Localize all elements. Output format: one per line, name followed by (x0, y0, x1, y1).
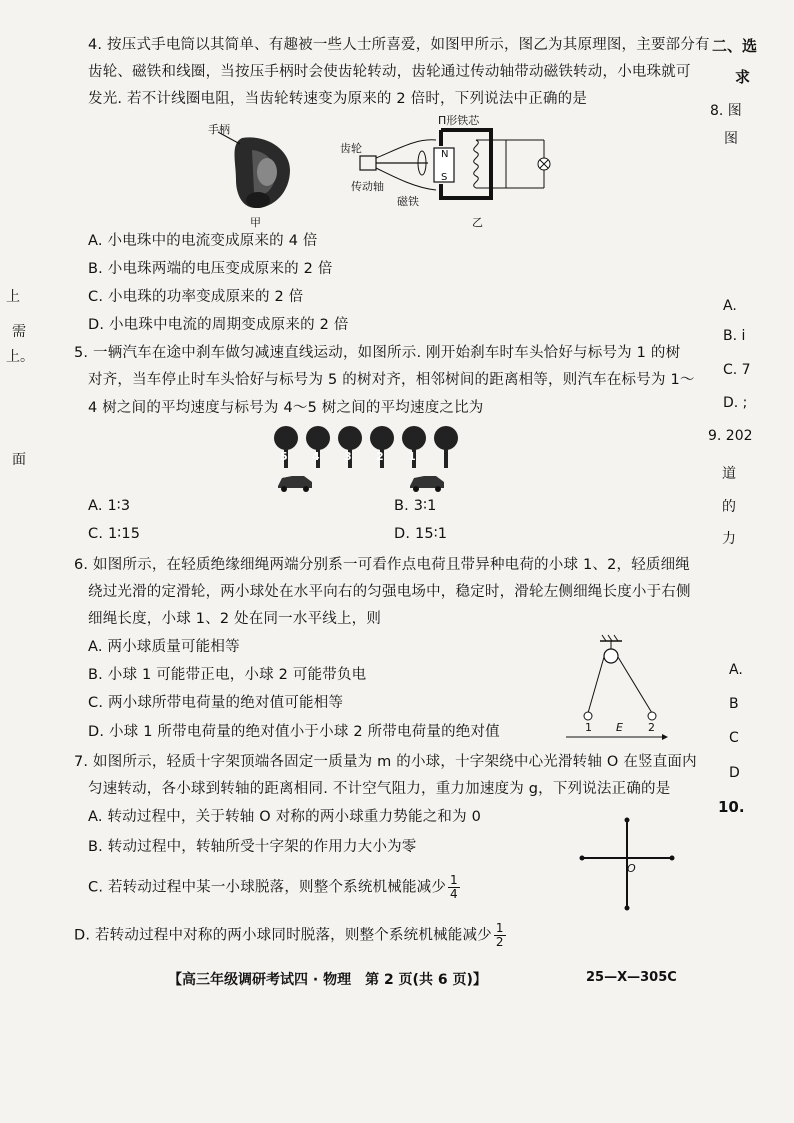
exam-code: 25—X—305C (586, 970, 677, 985)
right-margin-fragment: 8. 图 (710, 103, 742, 119)
right-margin-fragment: D. ; (723, 395, 748, 411)
q4-fig-yi-s-label: S (441, 172, 448, 183)
q4-fig-jia-caption: 甲 (250, 216, 261, 229)
q7-line-2: 匀速转动，各小球到转轴的距离相同. 不计空气阻力，重力加速度为 g，下列说法正确的是 (88, 781, 671, 797)
right-margin-fragment: 图 (724, 131, 738, 147)
right-margin-fragment: D (729, 765, 740, 781)
q5-tree-label-4: 4 (312, 450, 320, 463)
q5-line-1: 5. 一辆汽车在途中刹车做匀减速直线运动，如图所示. 刚开始刹车时车头恰好与标号为 1 的树 (74, 345, 681, 361)
right-margin-fragment: 道 (722, 466, 736, 482)
q6-option-a: A. 两小球质量可能相等 (88, 639, 240, 655)
q4-option-b: B. 小电珠两端的电压变成原来的 2 倍 (88, 261, 333, 277)
q5-option-c: C. 1∶15 (88, 526, 141, 542)
q7-option-c-numerator: 1 (450, 873, 458, 887)
q4-flashlight-figure (212, 130, 312, 220)
q5-tree-label-3: 3 (344, 450, 352, 463)
left-margin-fragment: 需 (12, 324, 26, 340)
right-margin-fragment: 求 (735, 68, 751, 86)
q4-option-c: C. 小电珠的功率变成原来的 2 倍 (88, 289, 304, 305)
q4-generator-diagram (356, 118, 556, 218)
q5-line-2: 对齐，当车停止时车头恰好与标号为 5 的树对齐，相邻树间的距离相等，则汽车在标号为 1～ (88, 372, 695, 388)
q6-ball1-label: 1 (585, 721, 592, 734)
right-margin-fragment: C (729, 730, 739, 746)
left-margin-fragment: 上 (6, 289, 20, 305)
left-margin-fragment: 上。 (6, 349, 34, 365)
q7-option-c-denominator: 4 (450, 887, 458, 901)
q4-line-2: 齿轮、磁铁和线圈，当按压手柄时会使齿轮转动，齿轮通过传动轴带动磁铁转动，小电珠就可 (88, 64, 691, 80)
right-margin-fragment: B. i (723, 328, 746, 344)
q7-option-a: A. 转动过程中，关于转轴 O 对称的两小球重力势能之和为 0 (88, 809, 482, 825)
q7-option-d-text: D. 若转动过程中对称的两小球同时脱落，则整个系统机械能减少 (74, 927, 492, 944)
q4-fig-yi-n-label: N (441, 149, 449, 160)
q6-ball2-label: 2 (648, 721, 655, 734)
q5-tree-label-2: 2 (376, 450, 384, 463)
q4-fig-jia-handle-label: 手柄 (208, 123, 230, 136)
q4-line-1: 4. 按压式手电筒以其简单、有趣被一些人士所喜爱，如图甲所示，图乙为其原理图，主要部分有 (88, 37, 710, 53)
q4-line-3: 发光. 若不计线圈电阻，当齿轮转速变为原来的 2 倍时，下列说法中正确的是 (88, 91, 588, 107)
right-margin-fragment: 力 (722, 531, 736, 547)
q4-fig-yi-shaft-label: 传动轴 (351, 180, 384, 193)
q5-line-3: 4 树之间的平均速度与标号为 4～5 树之间的平均速度之比为 (88, 400, 484, 416)
left-margin-fragment: 面 (12, 452, 26, 468)
q4-fig-yi-core-label: Π形铁芯 (438, 114, 480, 127)
right-margin-fragment: A. (723, 298, 737, 314)
q7-option-c (88, 874, 460, 901)
q5-tree-label-5: 5 (280, 450, 288, 463)
q7-option-d-denominator: 2 (495, 935, 504, 949)
q7-line-1: 7. 如图所示，轻质十字架顶端各固定一质量为 m 的小球，十字架绕中心光滑转轴 O 在竖直面内 (74, 754, 697, 770)
q5-option-b: B. 3∶1 (394, 498, 437, 514)
q6-line-2: 绕过光滑的定滑轮，两小球处在水平向右的匀强电场中，稳定时，滑轮左侧细绳长度小于右侧 (88, 584, 691, 600)
q7-option-b: B. 转动过程中，转轴所受十字架的作用力大小为零 (88, 839, 417, 855)
q6-field-label: E (616, 721, 623, 734)
q6-option-c: C. 两小球所带电荷量的绝对值可能相等 (88, 695, 344, 711)
right-margin-fragment: 的 (722, 499, 736, 515)
right-margin-fragment: B (729, 696, 739, 712)
right-margin-fragment: C. 7 (723, 362, 751, 378)
q4-option-a: A. 小电珠中的电流变成原来的 4 倍 (88, 233, 318, 249)
q6-option-d: D. 小球 1 所带电荷量的绝对值小于小球 2 所带电荷量的绝对值 (88, 724, 500, 740)
q4-option-d: D. 小电珠中电流的周期变成原来的 2 倍 (88, 317, 349, 333)
q5-trees-figure (268, 424, 468, 494)
right-margin-fragment: 9. 202 (708, 428, 753, 444)
q4-fig-yi-gear-label: 齿轮 (340, 142, 362, 155)
q7-option-d-fraction (494, 922, 506, 949)
q7-option-c-text: C. 若转动过程中某一小球脱落，则整个系统机械能减少 (88, 879, 447, 896)
right-margin-fragment: 二、选 (712, 37, 758, 55)
q5-option-a: A. 1∶3 (88, 498, 131, 514)
q7-option-d-numerator: 1 (495, 921, 504, 935)
right-margin-fragment: 10. (718, 798, 745, 816)
q6-line-1: 6. 如图所示，在轻质绝缘细绳两端分别系一可看作点电荷且带异种电荷的小球 1、2，轻质细绳 (74, 557, 690, 573)
q4-fig-yi-caption: 乙 (472, 216, 483, 229)
q6-option-b: B. 小球 1 可能带正电，小球 2 可能带负电 (88, 667, 367, 683)
q5-option-d: D. 15∶1 (394, 526, 448, 542)
q7-option-d (74, 922, 506, 949)
q6-line-3: 细绳长度，小球 1、2 处在同一水平线上，则 (88, 611, 382, 627)
q5-tree-label-1: 1 (408, 450, 416, 463)
right-margin-fragment: A. (729, 662, 743, 678)
q4-fig-yi-magnet-label: 磁铁 (397, 195, 419, 208)
q7-option-c-fraction (448, 874, 460, 901)
q7-axis-label: O (627, 862, 636, 875)
page-footer: 【高三年级调研考试四 · 物理 第 2 页(共 6 页)】 (168, 972, 487, 988)
